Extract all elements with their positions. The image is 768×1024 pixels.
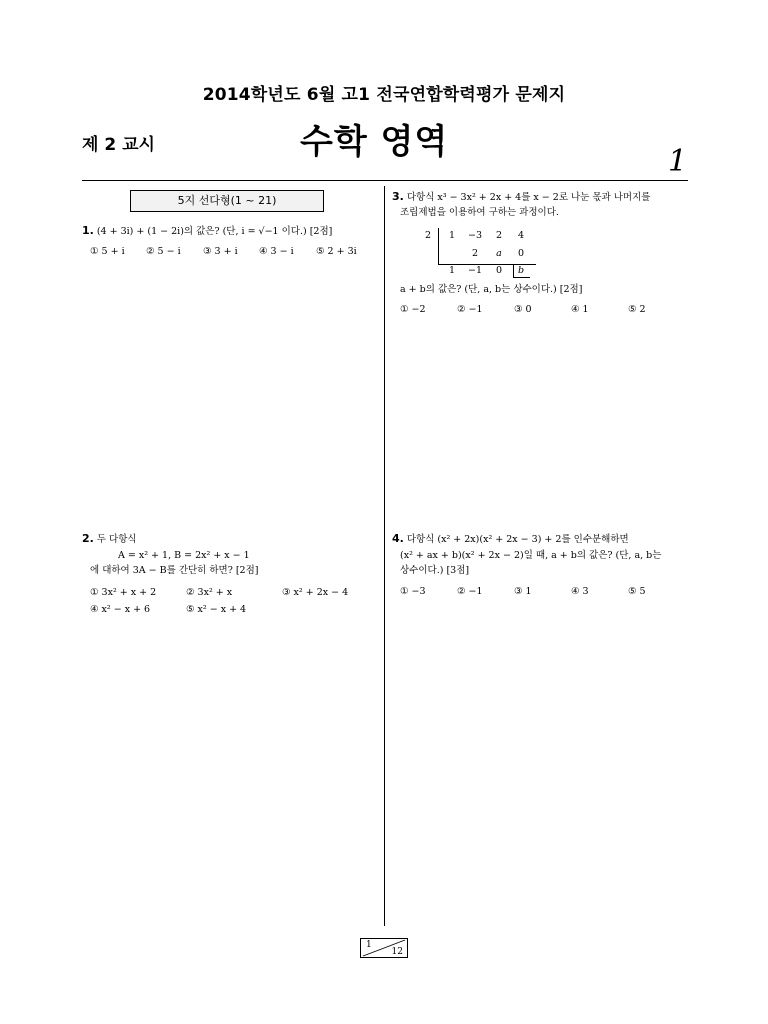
- question-number: 4.: [392, 532, 404, 545]
- result-term: 1: [448, 265, 456, 276]
- header-rule: [82, 180, 688, 181]
- question-stem: (4 + 3i) + (1 − 2i)의 값은? (단, i = √−1 이다.) [2점]: [96, 226, 333, 237]
- question-2: [82, 532, 137, 547]
- product-term: a: [496, 248, 502, 259]
- question-stem: a + b의 값은? (단, a, b는 상수이다.) [2점]: [400, 284, 583, 295]
- session-label: 제 2 교시: [82, 135, 155, 155]
- result-term: 0: [495, 265, 503, 276]
- choice-1[interactable]: ① 5 + i: [90, 246, 125, 257]
- exam-title: 2014학년도 6월 고1 전국연합학력평가 문제지: [202, 85, 566, 105]
- choice-4[interactable]: ④ x² − x + 6: [90, 604, 151, 615]
- division-bar: [438, 228, 439, 264]
- question-stem-continued: 조립제법을 이용하여 구하는 과정이다.: [400, 207, 559, 218]
- question-number: 1.: [82, 224, 94, 237]
- choices-q3: [400, 304, 690, 318]
- question-stem: 다항식 (x² + 2x)(x² + 2x − 3) + 2를 인수분해하면: [406, 534, 629, 545]
- question-stem: 에 대하여 3A − B를 간단히 하면? [2점]: [90, 565, 259, 576]
- question-number: 2.: [82, 532, 94, 545]
- product-term: 0: [517, 248, 525, 259]
- question-stem-continued: (x² + ax + b)(x² + 2x − 2)일 때, a + b의 값은? (단, a, b는: [400, 550, 662, 561]
- choice-2[interactable]: ② 3x² + x: [186, 587, 233, 598]
- choice-3[interactable]: ③ 1: [514, 586, 532, 597]
- choices-q2: [90, 587, 380, 619]
- question-stem-continued: 상수이다.) [3점]: [400, 565, 470, 576]
- choice-5[interactable]: ⑤ 2 + 3i: [316, 246, 357, 257]
- result-term: −1: [467, 265, 482, 276]
- coefficient: 1: [448, 230, 456, 241]
- choice-2[interactable]: ② 5 − i: [146, 246, 181, 257]
- question-stem: 다항식 x³ − 3x² + 2x + 4를 x − 2로 나눈 몫과 나머지를: [406, 192, 651, 203]
- choice-3[interactable]: ③ 3 + i: [203, 246, 238, 257]
- question-3: [392, 190, 650, 205]
- choice-2[interactable]: ② −1: [457, 586, 483, 597]
- polynomial-definitions: A = x² + 1, B = 2x² + x − 1: [118, 550, 250, 561]
- choice-1[interactable]: ① −2: [400, 304, 426, 315]
- column-divider: [384, 186, 385, 926]
- question-1: [82, 224, 332, 239]
- total-pages: 12: [391, 947, 403, 957]
- choice-3[interactable]: ③ x² + 2x − 4: [282, 587, 349, 598]
- subject-title: 수학 영역: [300, 122, 449, 162]
- remainder: b: [517, 265, 525, 276]
- current-page: 1: [366, 940, 372, 950]
- synthetic-division-table: [425, 228, 535, 278]
- choice-4[interactable]: ④ 1: [571, 304, 589, 315]
- coefficient: −3: [467, 230, 482, 241]
- product-term: 2: [471, 248, 479, 259]
- page-number: 1: [668, 144, 688, 179]
- choice-1[interactable]: ① 3x² + x + 2: [90, 587, 157, 598]
- choice-4[interactable]: ④ 3 − i: [259, 246, 294, 257]
- divisor: 2: [424, 230, 432, 241]
- choice-1[interactable]: ① −3: [400, 586, 426, 597]
- coefficient: 4: [517, 230, 525, 241]
- section-label-box: [130, 190, 324, 212]
- choice-5[interactable]: ⑤ 5: [628, 586, 646, 597]
- choice-5[interactable]: ⑤ x² − x + 4: [186, 604, 247, 615]
- choice-2[interactable]: ② −1: [457, 304, 483, 315]
- question-stem: 두 다항식: [96, 534, 137, 545]
- choice-4[interactable]: ④ 3: [571, 586, 589, 597]
- question-number: 3.: [392, 190, 404, 203]
- page-indicator: [360, 938, 408, 958]
- section-label: 5지 선다형(1 ~ 21): [177, 194, 277, 207]
- choices-q4: [400, 586, 690, 600]
- coefficient: 2: [495, 230, 503, 241]
- choice-5[interactable]: ⑤ 2: [628, 304, 646, 315]
- choices-q1: [90, 246, 380, 260]
- choice-3[interactable]: ③ 0: [514, 304, 532, 315]
- question-4: [392, 532, 629, 547]
